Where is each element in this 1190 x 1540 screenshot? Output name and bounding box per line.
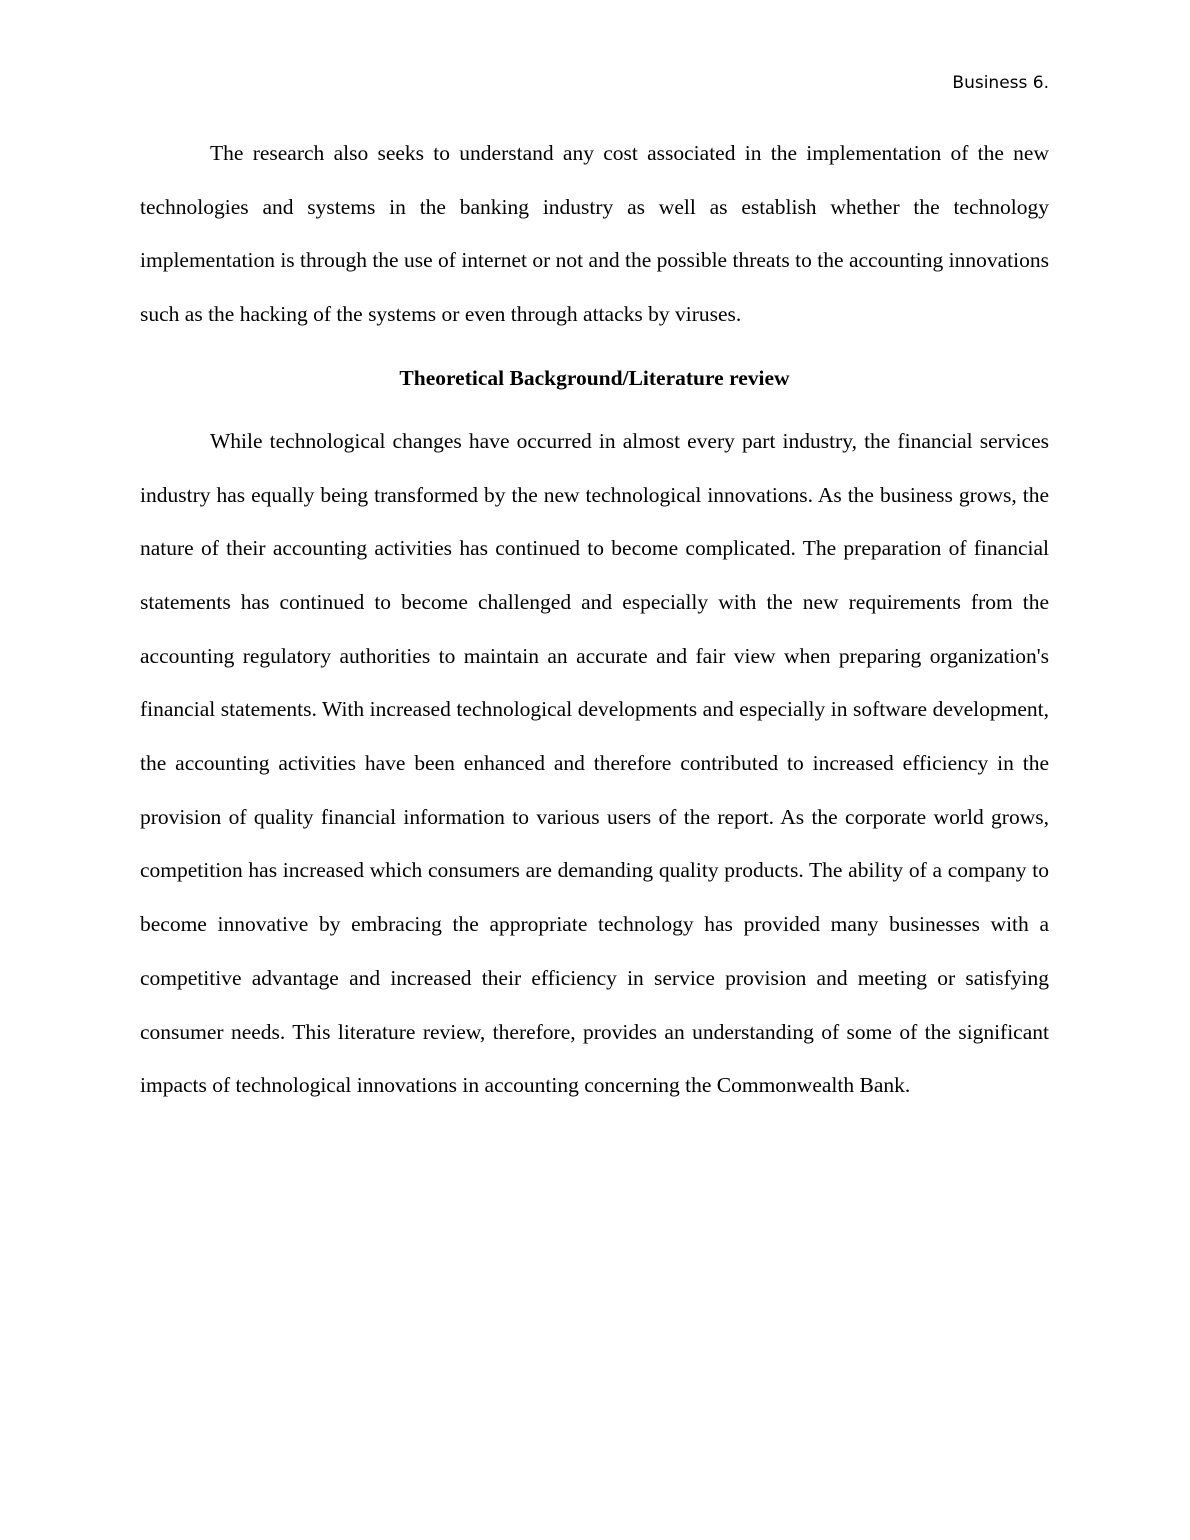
document-body <box>140 127 1049 1113</box>
section-heading: Theoretical Background/Literature review <box>399 365 790 390</box>
running-head: Business 6. <box>952 73 1049 93</box>
intro-paragraph: The research also seeks to understand any cost associated in the implementation of the new technologies and systems in the banking industry as well as establish whether the technology implementation is through the use of internet or not and the possible threats to the accounting innovations such as the hacking of the systems or even through attacks by viruses. <box>140 141 1049 327</box>
literature-review-paragraph: While technological changes have occurred in almost every part industry, the financial services industry has equally being transformed by the new technological innovations. As the business grows, the nature of their accounting activities has continued to become complicated. The preparation of financial statements has continued to become challenged and especially with the new requirements from the accounting regulatory authorities to maintain an accurate and fair view when preparing organization's financial statements. With increased technological developments and especially in software development, the accounting activities have been enhanced and therefore contributed to increased efficiency in the provision of quality financial information to various users of the report. As the corporate world grows, competition has increased which consumers are demanding quality products. The ability of a company to become innovative by embracing the appropriate technology has provided many businesses with a competitive advantage and increased their efficiency in service provision and meeting or satisfying consumer needs. This literature review, therefore, provides an understanding of some of the significant impacts of technological innovations in accounting concerning the Commonwealth Bank. <box>140 428 1049 1098</box>
